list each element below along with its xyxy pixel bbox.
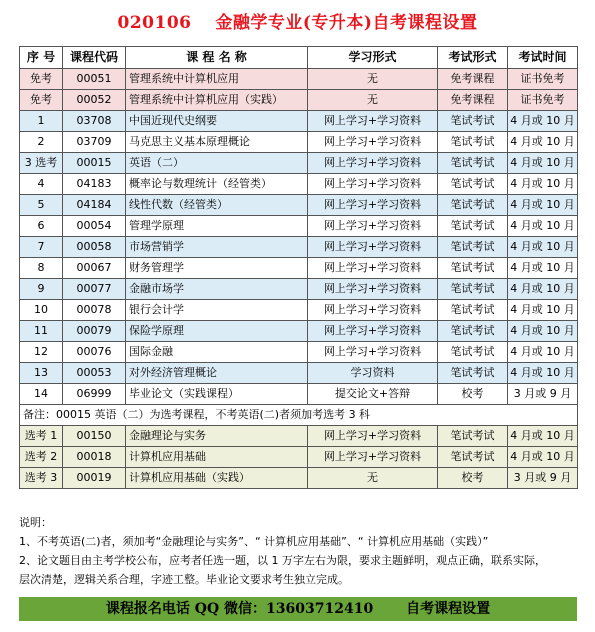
cell-exam: 笔试考试 [438,363,508,384]
cell-mode: 学习资料 [308,363,438,384]
cell-exam: 校考 [438,384,508,405]
cell-mode: 网上学习+学习资料 [308,279,438,300]
cell-time: 4 月或 10 月 [508,279,578,300]
cell-code: 00054 [63,216,126,237]
cell-seq: 选考 2 [20,447,63,468]
table-row [20,321,578,342]
cell-exam: 校考 [438,468,508,489]
cell-name: 计算机应用基础 [126,447,308,468]
table-row [20,216,578,237]
table-row [20,258,578,279]
header-code: 课程代码 [63,47,126,69]
cell-seq: 选考 1 [20,426,63,447]
cell-code: 04184 [63,195,126,216]
notes-line-2: 2、论文题目由主考学校公布，应考者任选一题，以 1 万字左右为限，要求主题鲜明，观点正确，联系实际， [19,554,546,567]
cell-name: 对外经济管理概论 [126,363,308,384]
cell-mode: 网上学习+学习资料 [308,258,438,279]
cell-seq: 12 [20,342,63,363]
cell-seq: 免考 [20,69,63,90]
cell-mode: 无 [308,69,438,90]
header-seq: 序 号 [20,47,63,69]
cell-time: 3 月或 9 月 [508,384,578,405]
cell-seq: 6 [20,216,63,237]
cell-code: 00076 [63,342,126,363]
cell-seq: 3 选考 [20,153,63,174]
table-row [20,69,578,90]
cell-exam: 笔试考试 [438,300,508,321]
cell-name: 金融市场学 [126,279,308,300]
table-row [20,237,578,258]
cell-mode: 无 [308,468,438,489]
cell-code: 00079 [63,321,126,342]
cell-code: 00019 [63,468,126,489]
cell-code: 03709 [63,132,126,153]
cell-name: 金融理论与实务 [126,426,308,447]
cell-exam: 笔试考试 [438,426,508,447]
cell-seq: 1 [20,111,63,132]
cell-time: 4 月或 10 月 [508,447,578,468]
table-row [20,468,578,489]
cell-mode: 网上学习+学习资料 [308,153,438,174]
cell-exam: 笔试考试 [438,237,508,258]
table-row [20,132,578,153]
cell-exam: 笔试考试 [438,174,508,195]
cell-exam: 免考课程 [438,69,508,90]
cell-exam: 笔试考试 [438,321,508,342]
cell-code: 00015 [63,153,126,174]
page-title: 020106 金融学专业(专升本)自考课程设置 [117,13,478,33]
cell-seq: 13 [20,363,63,384]
header-exam-mode: 考试形式 [438,47,508,69]
table-row [20,363,578,384]
cell-mode: 网上学习+学习资料 [308,447,438,468]
cell-exam: 笔试考试 [438,132,508,153]
cell-time: 证书免考 [508,90,578,111]
cell-seq: 11 [20,321,63,342]
footer-banner: 课程报名电话 QQ 微信：13603712410 自考课程设置 [19,597,577,621]
cell-code: 00077 [63,279,126,300]
cell-name: 管理系统中计算机应用 [126,69,308,90]
cell-time: 4 月或 10 月 [508,426,578,447]
cell-time: 3 月或 9 月 [508,468,578,489]
header-exam-time: 考试时间 [508,47,578,69]
cell-seq: 8 [20,258,63,279]
table-row [20,153,578,174]
cell-exam: 笔试考试 [438,447,508,468]
cell-exam: 笔试考试 [438,216,508,237]
cell-name: 线性代数（经管类） [126,195,308,216]
cell-code: 03708 [63,111,126,132]
cell-mode: 提交论文+答辩 [308,384,438,405]
cell-time: 4 月或 10 月 [508,174,578,195]
cell-time: 4 月或 10 月 [508,195,578,216]
table-row [20,426,578,447]
cell-name: 马克思主义基本原理概论 [126,132,308,153]
cell-name: 保险学原理 [126,321,308,342]
table-header-row [20,47,578,69]
notes-line-1: 1、不考英语(二)者，须加考“金融理论与实务”、“ 计算机应用基础”、“ 计算机应用基础（实践）” [19,535,489,548]
cell-name: 国际金融 [126,342,308,363]
cell-time: 4 月或 10 月 [508,111,578,132]
cell-code: 06999 [63,384,126,405]
notes-line-3: 层次清楚，逻辑关系合理，字迹工整。毕业论文要求考生独立完成。 [19,573,349,586]
cell-time: 4 月或 10 月 [508,132,578,153]
cell-seq: 2 [20,132,63,153]
cell-name: 毕业论文（实践课程） [126,384,308,405]
cell-seq: 4 [20,174,63,195]
cell-seq: 5 [20,195,63,216]
cell-time: 证书免考 [508,69,578,90]
table-row [20,279,578,300]
course-table [19,46,578,489]
cell-code: 04183 [63,174,126,195]
cell-name: 英语（二） [126,153,308,174]
cell-code: 00058 [63,237,126,258]
cell-mode: 网上学习+学习资料 [308,174,438,195]
cell-exam: 笔试考试 [438,342,508,363]
cell-name: 管理学原理 [126,216,308,237]
cell-time: 4 月或 10 月 [508,300,578,321]
cell-time: 4 月或 10 月 [508,237,578,258]
cell-name: 市场营销学 [126,237,308,258]
table-row [20,195,578,216]
table-row [20,447,578,468]
cell-code: 00052 [63,90,126,111]
cell-mode: 网上学习+学习资料 [308,426,438,447]
table-row [20,300,578,321]
cell-exam: 笔试考试 [438,153,508,174]
cell-name: 银行会计学 [126,300,308,321]
cell-name: 财务管理学 [126,258,308,279]
cell-time: 4 月或 10 月 [508,321,578,342]
cell-seq: 10 [20,300,63,321]
cell-seq: 14 [20,384,63,405]
cell-name: 概率论与数理统计（经管类） [126,174,308,195]
cell-exam: 笔试考试 [438,279,508,300]
cell-name: 中国近现代史纲要 [126,111,308,132]
cell-time: 4 月或 10 月 [508,258,578,279]
table-row [20,384,578,405]
cell-exam: 笔试考试 [438,111,508,132]
table-row [20,342,578,363]
notes-heading: 说明： [19,516,52,529]
cell-exam: 免考课程 [438,90,508,111]
cell-exam: 笔试考试 [438,195,508,216]
table-row [20,174,578,195]
cell-mode: 网上学习+学习资料 [308,342,438,363]
cell-mode: 网上学习+学习资料 [308,132,438,153]
cell-time: 4 月或 10 月 [508,342,578,363]
cell-seq: 免考 [20,90,63,111]
cell-code: 00067 [63,258,126,279]
table-note-row [20,405,578,426]
cell-time: 4 月或 10 月 [508,363,578,384]
header-name: 课 程 名 称 [126,47,308,69]
cell-exam: 笔试考试 [438,258,508,279]
cell-mode: 网上学习+学习资料 [308,195,438,216]
cell-seq: 选考 3 [20,468,63,489]
notes-section [19,513,589,589]
cell-code: 00018 [63,447,126,468]
cell-code: 00078 [63,300,126,321]
cell-name: 计算机应用基础（实践） [126,468,308,489]
header-study-mode: 学习形式 [308,47,438,69]
cell-code: 00053 [63,363,126,384]
table-note: 备注：00015 英语（二）为选考课程，不考英语(二)者须加考选考 3 科 [20,405,578,426]
cell-seq: 7 [20,237,63,258]
table-row [20,111,578,132]
cell-mode: 网上学习+学习资料 [308,321,438,342]
table-row [20,90,578,111]
cell-code: 00150 [63,426,126,447]
cell-name: 管理系统中计算机应用（实践） [126,90,308,111]
cell-mode: 无 [308,90,438,111]
cell-mode: 网上学习+学习资料 [308,111,438,132]
cell-seq: 9 [20,279,63,300]
cell-mode: 网上学习+学习资料 [308,216,438,237]
cell-code: 00051 [63,69,126,90]
cell-mode: 网上学习+学习资料 [308,237,438,258]
cell-time: 4 月或 10 月 [508,216,578,237]
cell-mode: 网上学习+学习资料 [308,300,438,321]
cell-time: 4 月或 10 月 [508,153,578,174]
